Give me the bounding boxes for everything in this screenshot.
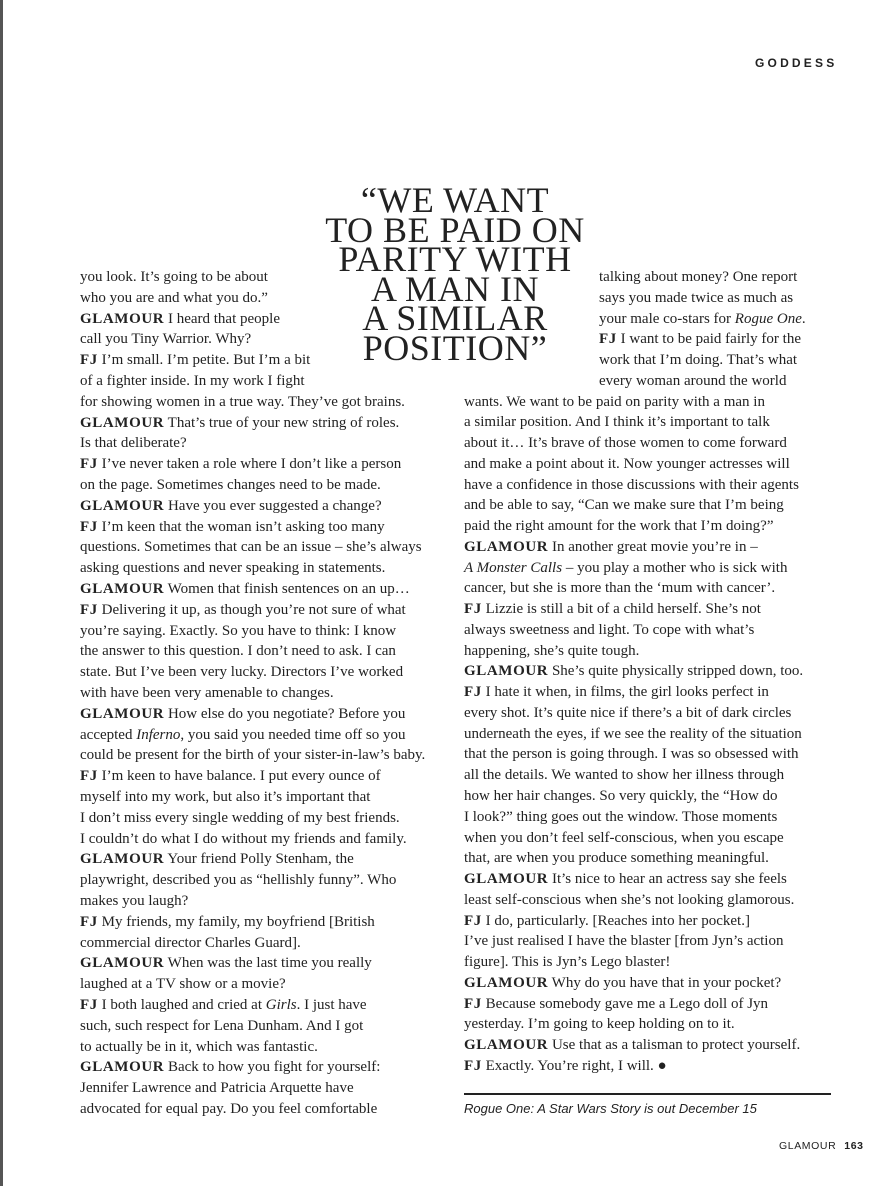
text-line xyxy=(80,746,425,764)
line-text: state. But I’ve been very lucky. Directors I’ve worked xyxy=(80,664,404,681)
text-line xyxy=(80,330,251,348)
line-text: asking questions and never speaking in statements. xyxy=(80,560,386,577)
text-line xyxy=(80,393,405,411)
line-text: figure]. This is Jyn’s Lego blaster! xyxy=(464,954,671,971)
line-text: always sweetness and light. To cope with what’s xyxy=(464,621,755,638)
text-line xyxy=(80,954,372,972)
pull-quote-line: PARITY WITH xyxy=(338,239,572,279)
text-line xyxy=(80,351,310,369)
line-text: wants. We want to be paid on parity with a man in xyxy=(464,393,765,410)
text-line xyxy=(464,891,794,909)
line-text: I want to be paid fairly for the xyxy=(616,331,801,348)
line-text: could be present for the birth of your sister-in-law’s baby. xyxy=(80,747,426,764)
text-line xyxy=(80,372,305,390)
line-text: That’s true of your new string of roles. xyxy=(164,414,400,431)
text-line xyxy=(80,767,381,785)
line-text: In another great movie you’re in – xyxy=(548,538,758,555)
text-line xyxy=(464,725,802,743)
text-line xyxy=(80,726,406,744)
text-line xyxy=(80,622,396,640)
line-text: playwright, described you as “hellishly funny”. Who xyxy=(80,872,397,889)
speaker-label: FJ xyxy=(80,352,98,369)
line-text: Women that finish sentences on an up… xyxy=(164,581,410,597)
text-line xyxy=(464,434,787,452)
speaker-label: FJ xyxy=(80,768,98,785)
line-text: accepted xyxy=(80,726,137,743)
text-line xyxy=(464,787,778,805)
speaker-label: GLAMOUR xyxy=(464,663,549,680)
line-text: that, are when you produce something meaningful. xyxy=(464,850,769,867)
line-text: to actually be in it, which was fantastic. xyxy=(80,1038,318,1055)
speaker-label: GLAMOUR xyxy=(464,538,549,555)
speaker-label: GLAMOUR xyxy=(80,581,165,597)
text-line xyxy=(80,934,301,952)
line-text: , you said you needed time off so you xyxy=(180,726,406,743)
text-line xyxy=(464,642,639,660)
line-text: How else do you negotiate? Before you xyxy=(164,705,406,722)
text-line xyxy=(464,1015,735,1033)
line-text: I’m keen to have balance. I put every ounce of xyxy=(97,768,381,785)
text-line xyxy=(464,600,761,618)
line-text: who you are and what you do.” xyxy=(80,289,268,306)
line-text: My friends, my family, my boyfriend [British xyxy=(97,913,375,930)
line-text: She’s quite physically stripped down, too. xyxy=(548,663,804,680)
speaker-label: GLAMOUR xyxy=(80,851,165,868)
line-text: you look. It’s going to be about xyxy=(80,269,268,285)
text-line xyxy=(80,684,334,702)
line-text: such, such respect for Lena Dunham. And I got xyxy=(80,1017,364,1034)
caption xyxy=(464,1101,757,1116)
line-text: Jennifer Lawrence and Patricia Arquette have xyxy=(80,1080,354,1097)
text-line xyxy=(80,289,268,307)
text-line xyxy=(464,995,768,1013)
text-line xyxy=(80,310,280,328)
text-line xyxy=(80,1079,354,1097)
text-line xyxy=(464,579,775,597)
text-line xyxy=(80,705,405,723)
speaker-label: FJ xyxy=(464,912,482,929)
text-line xyxy=(464,393,765,411)
line-text: Because somebody gave me a Lego doll of Jyn xyxy=(481,995,769,1012)
speaker-label: GLAMOUR xyxy=(80,1059,165,1076)
line-text: the answer to this question. I don’t need to ask. I can xyxy=(80,643,396,660)
speaker-label: FJ xyxy=(80,913,98,930)
line-text: Your friend Polly Stenham, the xyxy=(164,851,354,868)
text-line xyxy=(80,518,385,536)
text-line xyxy=(80,1058,380,1076)
text-line xyxy=(464,496,784,514)
folio xyxy=(779,1140,864,1152)
caption-text: is out December 15 xyxy=(640,1101,757,1116)
text-line xyxy=(80,455,401,473)
line-text: call you Tiny Warrior. Why? xyxy=(80,331,252,348)
line-text: Why do you have that in your pocket? xyxy=(548,974,782,991)
speaker-label: FJ xyxy=(80,456,98,473)
line-text: I both laughed and cried at xyxy=(97,997,266,1013)
pull-quote xyxy=(300,180,610,368)
speaker-label: FJ xyxy=(599,331,617,348)
line-text: yesterday. I’m going to keep holding on to it. xyxy=(464,1016,735,1033)
text-line xyxy=(464,953,670,971)
line-text: says you made twice as much as xyxy=(599,289,794,306)
text-line xyxy=(464,808,777,826)
line-text: your male co-stars for xyxy=(599,310,735,327)
text-line xyxy=(80,871,396,889)
line-text: and be able to say, “Can we make sure that I’m being xyxy=(464,497,784,514)
caption-divider xyxy=(464,1093,831,1095)
line-text: least self-conscious when she’s not looking glamorous. xyxy=(464,891,795,908)
text-line xyxy=(80,268,268,286)
speaker-label: GLAMOUR xyxy=(464,1037,549,1054)
line-text: have a confidence in those discussions with their agents xyxy=(464,476,799,493)
speaker-label: FJ xyxy=(464,684,482,701)
line-text: I’m small. I’m petite. But I’m a bit xyxy=(97,352,311,369)
line-text: how her hair changes. So very quickly, the “How do xyxy=(464,788,778,804)
line-text: a similar position. And I think it’s important to talk xyxy=(464,414,770,431)
speaker-label: GLAMOUR xyxy=(80,310,165,327)
text-line xyxy=(80,892,188,910)
line-text: underneath the eyes, if we see the reality of the situation xyxy=(464,725,802,742)
line-text: I couldn’t do what I do without my friends and family. xyxy=(80,830,407,847)
line-text: Delivering it up, as though you’re not sure of what xyxy=(97,601,406,618)
section-label: GODDESS xyxy=(755,56,838,70)
line-text: you’re saying. Exactly. So you have to think: I know xyxy=(80,622,397,639)
speaker-label: FJ xyxy=(80,601,98,618)
text-line xyxy=(464,870,787,888)
text-line xyxy=(80,559,385,577)
text-line xyxy=(464,745,799,763)
text-line xyxy=(80,580,410,598)
text-line xyxy=(80,663,403,681)
page-number: 163 xyxy=(844,1140,864,1152)
line-text: I heard that people xyxy=(164,310,280,327)
line-text: . I just have xyxy=(296,997,367,1013)
text-line xyxy=(464,476,799,494)
line-text: paid the right amount for the work that I’m doing?” xyxy=(464,518,774,535)
pull-quote-line: TO BE PAID ON xyxy=(325,209,585,250)
text-line xyxy=(80,538,422,556)
line-text: and make a point about it. Now younger actresses will xyxy=(464,455,790,472)
text-line xyxy=(464,559,787,577)
pull-quote-line: “WE WANT xyxy=(360,180,550,220)
line-text: with have been very amenable to changes. xyxy=(80,685,334,701)
italic-title: Rogue One xyxy=(734,310,802,327)
text-line xyxy=(464,455,790,473)
text-line xyxy=(80,996,367,1014)
speaker-label: GLAMOUR xyxy=(80,497,165,514)
text-line xyxy=(464,932,783,950)
pull-quote-line: A SIMILAR xyxy=(362,298,548,338)
text-line xyxy=(464,829,784,847)
speaker-label: FJ xyxy=(464,1057,482,1074)
line-text: every shot. It’s quite nice if there’s a bit of dark circles xyxy=(464,704,792,721)
text-line xyxy=(464,704,791,722)
text-line xyxy=(599,289,793,307)
line-text: It’s nice to hear an actress say she feels xyxy=(548,871,787,888)
line-text: I’m keen that the woman isn’t asking too many xyxy=(97,518,385,535)
line-text: questions. Sometimes that can be an issue – she’s always xyxy=(80,539,422,556)
line-text: I don’t miss every single wedding of my best friends. xyxy=(80,809,400,826)
line-text: Is that deliberate? xyxy=(80,435,187,452)
text-line xyxy=(464,621,754,639)
text-line xyxy=(80,1017,363,1035)
line-text: happening, she’s quite tough. xyxy=(464,642,640,659)
line-text: makes you laugh? xyxy=(80,893,189,909)
text-line xyxy=(80,642,396,660)
line-text: Lizzie is still a bit of a child herself. She’s not xyxy=(481,601,761,618)
pull-quote-line: POSITION” xyxy=(362,327,548,368)
text-line xyxy=(599,351,797,369)
text-line xyxy=(599,372,786,390)
line-text: about it… It’s brave of those women to come forward xyxy=(464,435,787,452)
text-line xyxy=(599,310,806,328)
line-text: on the page. Sometimes changes need to be made. xyxy=(80,477,381,493)
text-line xyxy=(464,974,781,992)
text-line xyxy=(80,414,399,432)
text-line xyxy=(464,538,758,556)
text-line xyxy=(464,413,770,431)
speaker-label: GLAMOUR xyxy=(80,705,165,722)
magazine-name: GLAMOUR xyxy=(779,1140,837,1152)
text-line xyxy=(464,683,769,701)
text-line xyxy=(80,434,187,452)
text-line xyxy=(464,1036,800,1054)
speaker-label: GLAMOUR xyxy=(80,414,165,431)
line-text: Have you ever suggested a change? xyxy=(164,497,382,514)
line-text: commercial director Charles Guard]. xyxy=(80,934,301,951)
line-text: I hate it when, in films, the girl looks perfect in xyxy=(481,684,769,701)
speaker-label: GLAMOUR xyxy=(464,974,549,991)
text-line xyxy=(464,517,774,535)
text-line xyxy=(80,830,407,848)
line-text: for showing women in a true way. They’ve got brains. xyxy=(80,393,405,410)
line-text: laughed at a TV show or a movie? xyxy=(80,976,286,993)
text-line xyxy=(80,497,382,515)
line-text: that the person is going through. I was so obsessed with xyxy=(464,746,799,763)
text-line xyxy=(464,912,750,930)
line-text: talking about money? One report xyxy=(599,269,798,285)
speaker-label: GLAMOUR xyxy=(464,871,549,888)
text-line xyxy=(80,1100,377,1118)
italic-title: Inferno xyxy=(136,726,181,743)
text-line xyxy=(80,850,354,868)
text-line xyxy=(464,766,784,784)
line-text: all the details. We wanted to show her illness through xyxy=(464,767,785,784)
pull-quote-line: A MAN IN xyxy=(370,268,539,309)
line-text: when you don’t feel self-conscious, when you escape xyxy=(464,829,784,846)
text-line xyxy=(80,788,370,806)
speaker-label: FJ xyxy=(464,995,482,1012)
speaker-label: FJ xyxy=(80,518,98,535)
text-line xyxy=(80,913,375,931)
text-line xyxy=(80,476,381,494)
text-line xyxy=(464,849,769,867)
line-text: Use that as a talisman to protect yourself. xyxy=(548,1037,801,1054)
text-line xyxy=(599,330,801,348)
speaker-label: GLAMOUR xyxy=(80,955,165,972)
text-line xyxy=(464,1057,667,1075)
line-text: . xyxy=(801,310,806,327)
line-text: – you play a mother who is sick with xyxy=(562,559,788,576)
speaker-label: FJ xyxy=(464,601,482,618)
text-line xyxy=(80,601,406,619)
line-text: Exactly. You’re right, I will. ● xyxy=(481,1057,667,1074)
text-line xyxy=(80,809,400,827)
line-text: I’ve never taken a role where I don’t like a person xyxy=(97,456,402,473)
text-line xyxy=(464,662,803,680)
line-text: When was the last time you really xyxy=(164,955,372,972)
line-text: cancer, but she is more than the ‘mum with cancer’. xyxy=(464,580,776,597)
line-text: I do, particularly. [Reaches into her pocket.] xyxy=(481,912,750,929)
italic-title: Girls xyxy=(265,997,297,1013)
italic-title: A Monster Calls xyxy=(464,559,563,576)
text-line xyxy=(80,1038,318,1056)
line-text: I’ve just realised I have the blaster [from Jyn’s action xyxy=(464,933,784,950)
line-text: of a fighter inside. In my work I fight xyxy=(80,373,305,389)
page-edge xyxy=(0,0,3,1186)
line-text: myself into my work, but also it’s important that xyxy=(80,789,371,805)
line-text: every woman around the world xyxy=(599,372,787,389)
line-text: Back to how you fight for yourself: xyxy=(164,1059,381,1076)
speaker-label: FJ xyxy=(80,997,98,1013)
line-text: I look?” thing goes out the window. Those moments xyxy=(464,808,778,825)
line-text: advocated for equal pay. Do you feel comfortable xyxy=(80,1101,378,1117)
text-line xyxy=(599,268,797,286)
line-text: work that I’m doing. That’s what xyxy=(599,352,798,369)
caption-title: Rogue One: A Star Wars Story xyxy=(464,1101,641,1116)
text-line xyxy=(80,975,286,993)
